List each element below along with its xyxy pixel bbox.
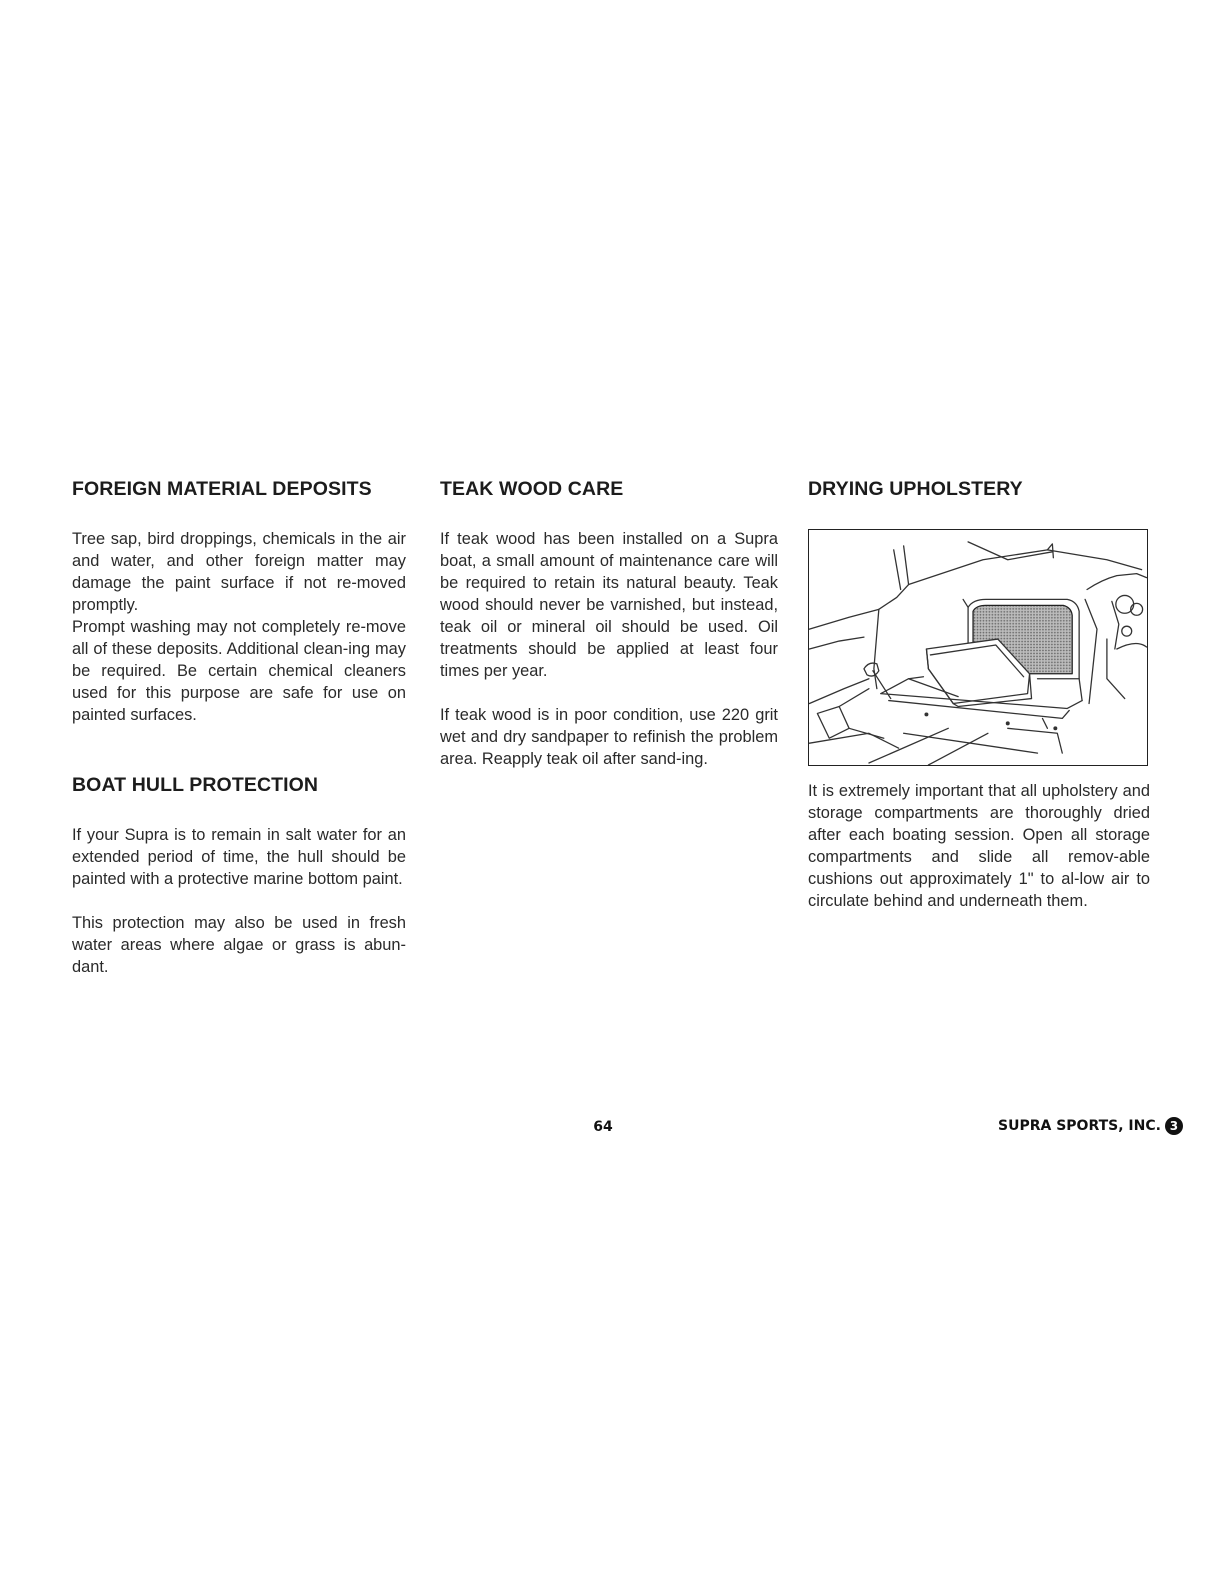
heading-drying-upholstery: DRYING UPHOLSTERY	[808, 478, 1023, 500]
column-left	[72, 476, 406, 978]
hull-paragraph-2: This protection may also be used in fresh water areas where algae or grass is abun-dant.	[72, 914, 406, 976]
hull-paragraph-1: If your Supra is to remain in salt water for an extended period of time, the hull should be painted with a protective marine bottom paint.	[72, 826, 406, 888]
teak-paragraph-2: If teak wood is in poor condition, use 220 grit wet and dry sandpaper to refinish the problem area. Reapply teak oil after sand-ing.	[440, 706, 778, 768]
upholstery-illustration	[808, 529, 1148, 766]
heading-boat-hull-protection: BOAT HULL PROTECTION	[72, 774, 319, 796]
teak-paragraph-1: If teak wood has been installed on a Supra boat, a small amount of maintenance care will be required to retain its natural beauty. Teak wood should never be varnished, but instead, teak oil or mineral oil should be used. Oil treatments should be applied at least four times per year.	[440, 530, 778, 680]
column-middle	[440, 476, 778, 770]
drying-paragraph-1: It is extremely important that all upholstery and storage compartments are thoroughly dried after each boating session. Open all storage compartments and slide all remov-able cushions out approximately 1" to al-low air to circulate behind and underneath them.	[808, 782, 1150, 910]
heading-foreign-material-deposits: FOREIGN MATERIAL DEPOSITS	[72, 478, 372, 500]
brand-name: SUPRA SPORTS, INC.	[998, 1118, 1161, 1134]
heading-teak-wood-care: TEAK WOOD CARE	[440, 478, 624, 500]
foreign-paragraph-2: Prompt washing may not completely re-move all of these deposits. Additional clean-ing may be required. Be certain chemical cleaners used for this purpose are safe for use on painted surfaces.	[72, 618, 406, 724]
footer-brand	[998, 1117, 1183, 1135]
boat-seat-drawing	[809, 530, 1147, 765]
chapter-badge: 3	[1165, 1117, 1183, 1135]
foreign-paragraph-1: Tree sap, bird droppings, chemicals in the air and water, and other foreign matter may damage the paint surface if not re-moved promptly.	[72, 530, 406, 614]
column-right	[808, 476, 1150, 912]
page-number: 64	[593, 1119, 613, 1135]
